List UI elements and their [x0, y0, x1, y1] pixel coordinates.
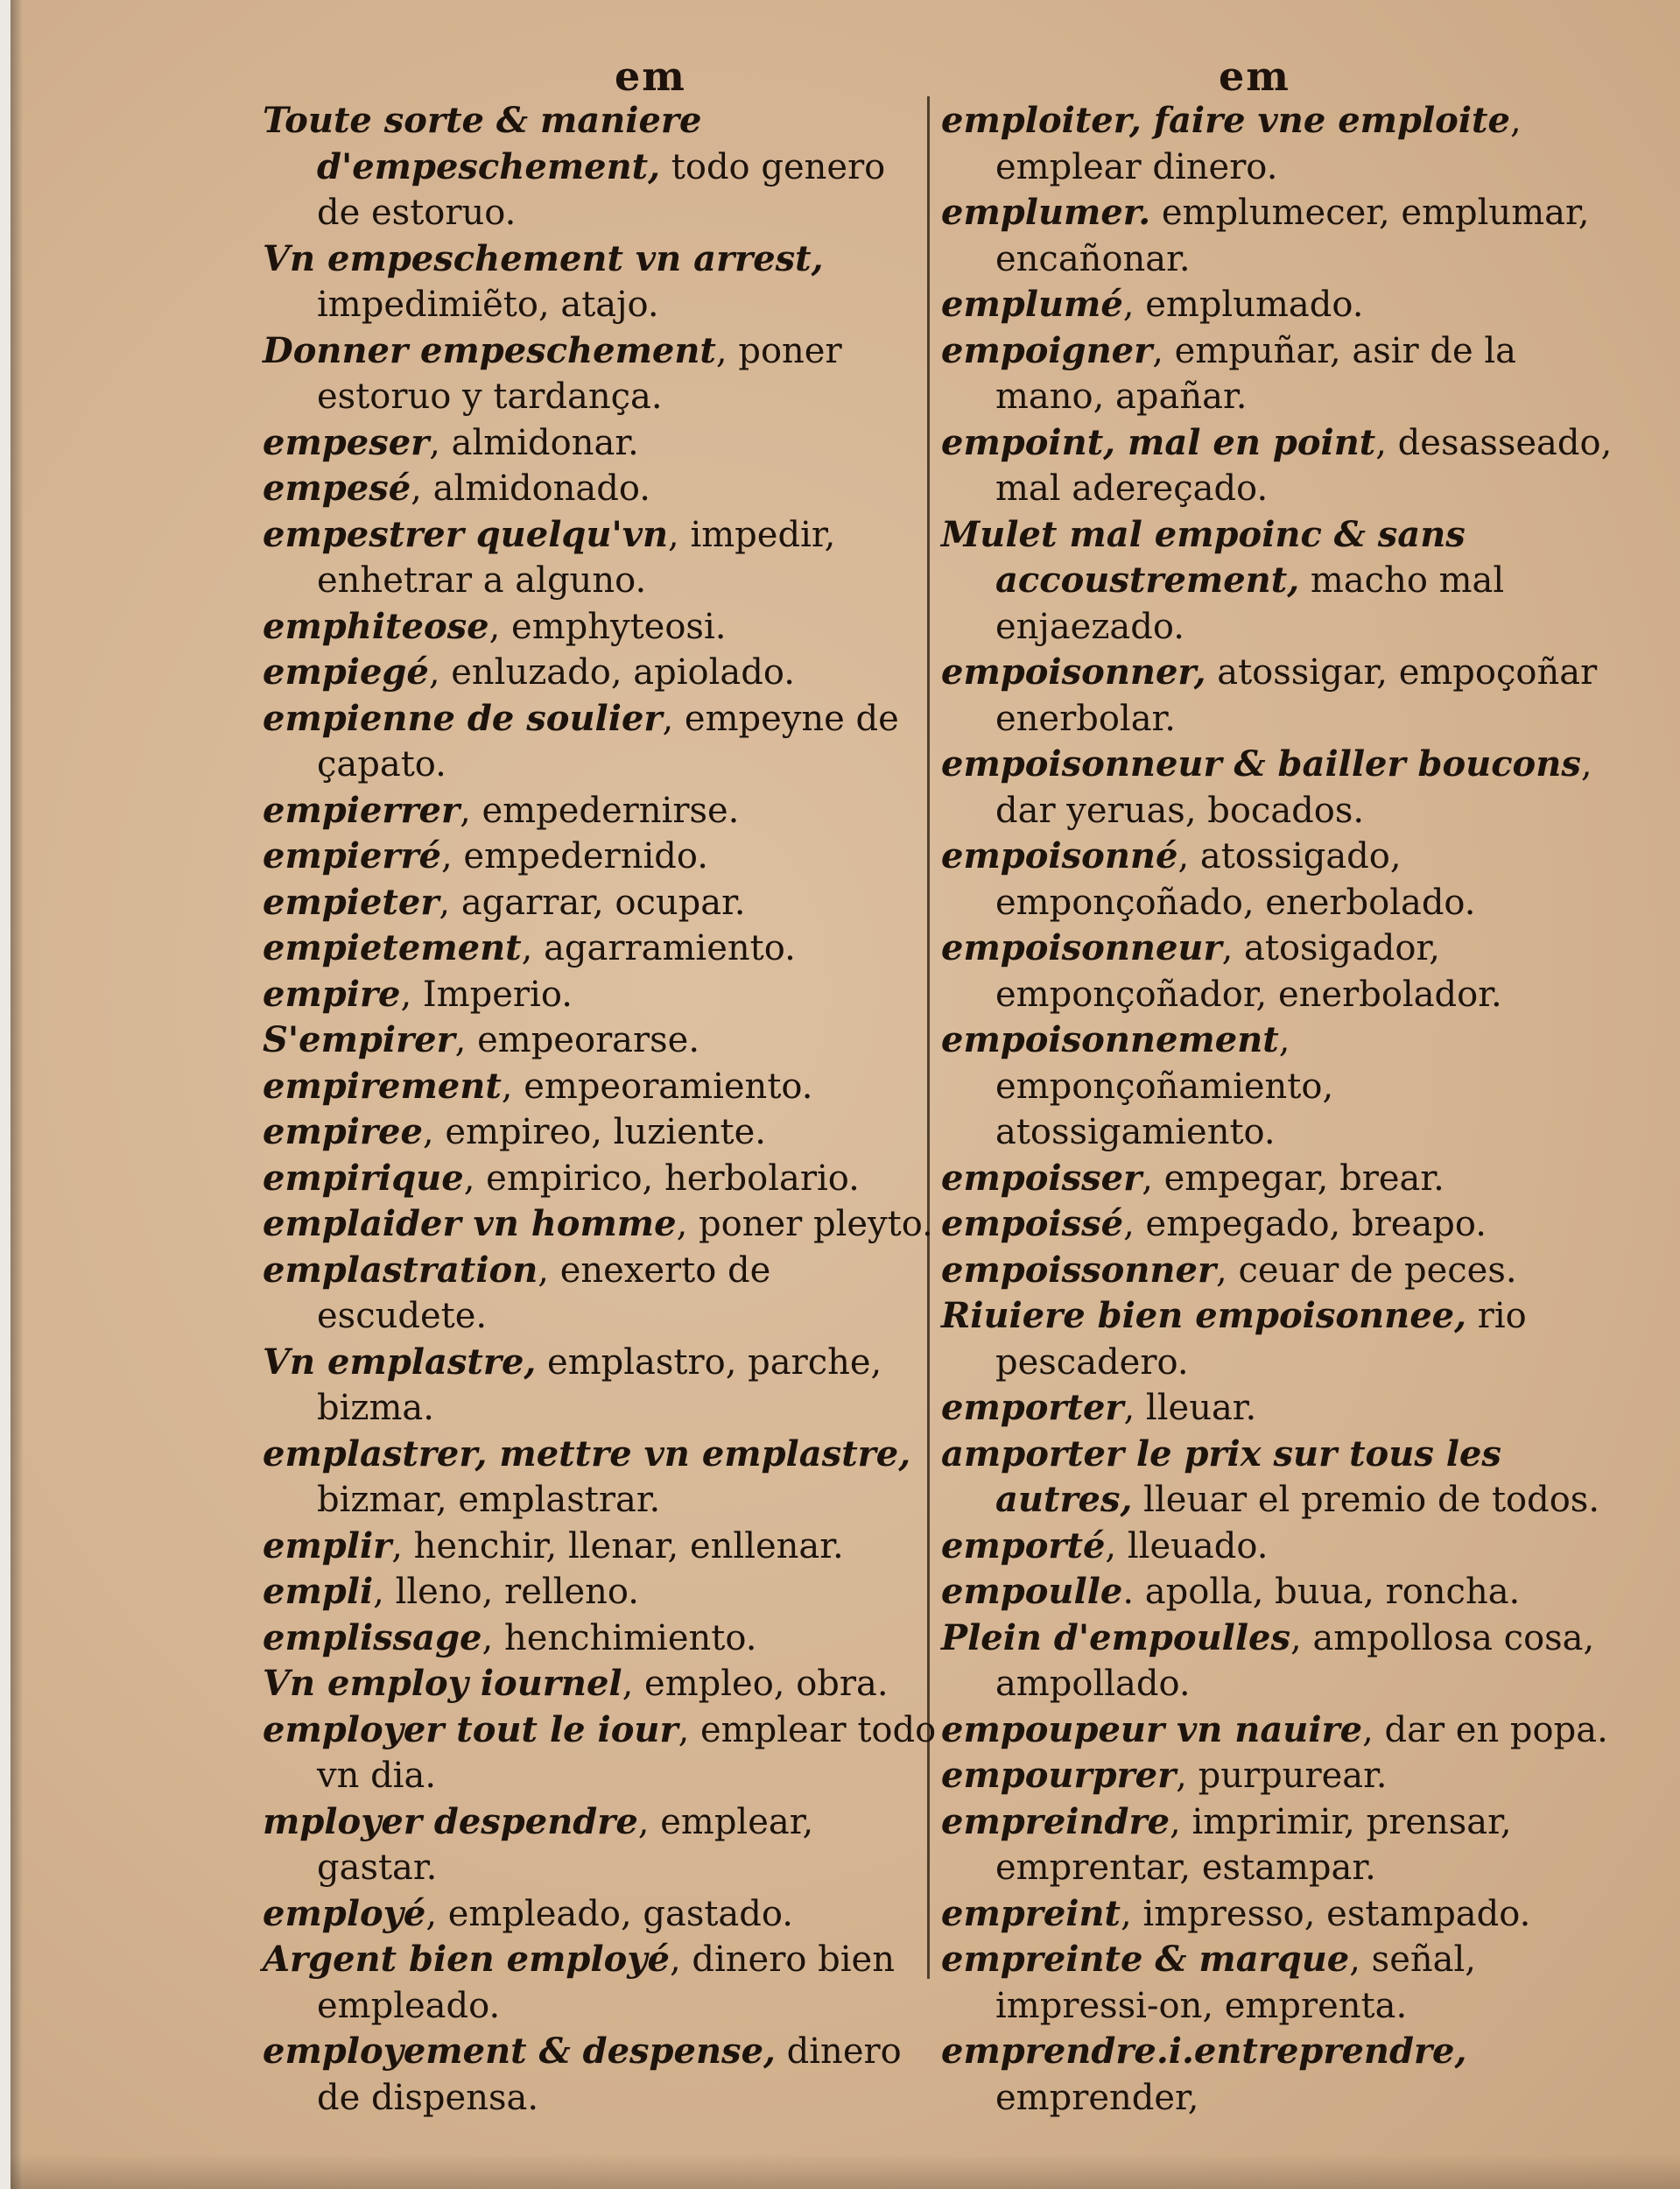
- dictionary-entry: [263, 1615, 937, 1662]
- entry-headword: empirique: [263, 1157, 464, 1199]
- entry-definition: , impresso, estampado.: [1121, 1893, 1531, 1934]
- dictionary-entry: [263, 696, 937, 788]
- dictionary-entry: [941, 190, 1615, 282]
- dictionary-entry: [941, 1753, 1615, 1799]
- entry-definition: , empireo, luziente.: [422, 1112, 766, 1152]
- entry-headword: empoisonnement: [941, 1019, 1279, 1060]
- dictionary-entry: [263, 1891, 937, 1938]
- dictionary-entry: [263, 834, 937, 880]
- dictionary-entry: [263, 328, 937, 420]
- entry-headword: empoisser: [941, 1157, 1142, 1199]
- entry-definition: , dar en popa.: [1362, 1709, 1608, 1750]
- entry-headword: empoisonneur: [941, 927, 1222, 968]
- entry-definition: , poner pleyto.: [676, 1204, 933, 1244]
- entry-definition: lleuar el premio de todos.: [1132, 1480, 1600, 1520]
- dictionary-entry: [941, 1569, 1615, 1615]
- entry-headword: emploiter, faire vne emploite: [941, 100, 1510, 141]
- right-column: [941, 98, 1615, 2121]
- entry-definition: todo genero de estoruo.: [317, 146, 886, 233]
- entry-definition: , emponçoñamiento, atossigamiento.: [995, 1020, 1334, 1152]
- entry-definition: , desasseado, mal adereçado.: [995, 422, 1613, 509]
- dictionary-entry: [263, 650, 937, 696]
- entry-definition: bizmar, emplastrar.: [317, 1480, 661, 1520]
- entry-headword: emprendre.i.entreprendre,: [941, 2031, 1467, 2072]
- entry-definition: , dinero bien empleado.: [317, 1939, 895, 2026]
- dictionary-entry: [941, 1432, 1615, 1524]
- entry-definition: , poner estoruo y tardança.: [317, 330, 842, 417]
- entry-headword: empreindre: [941, 1800, 1170, 1842]
- entry-headword: empietement: [263, 927, 522, 968]
- entry-definition: , emplumado.: [1122, 285, 1364, 325]
- entry-headword: employer tout le iour: [263, 1708, 678, 1750]
- entry-headword: empoigner: [941, 329, 1153, 371]
- entry-headword: empoisonneur & bailler boucons: [941, 743, 1581, 785]
- entry-headword: Mulet mal empoinc & sans accoustrement,: [941, 513, 1466, 601]
- entry-headword: empire: [263, 973, 401, 1015]
- entry-definition: , empirico, herbolario.: [463, 1158, 860, 1199]
- entry-headword: empreinte & marque: [941, 1939, 1350, 1980]
- entry-definition: , agarrar, ocupar.: [439, 882, 746, 923]
- entry-headword: S'empirer: [263, 1019, 455, 1060]
- entry-definition: , empeoramiento.: [501, 1066, 813, 1107]
- entry-definition: emplastro, parche, bizma.: [317, 1341, 882, 1428]
- dictionary-entry: [263, 236, 937, 328]
- left-column: [263, 98, 937, 2121]
- page-edge-shadow: [11, 2154, 1680, 2189]
- entry-headword: Vn employ iournel: [263, 1663, 622, 1704]
- entry-definition: , agarramiento.: [521, 928, 796, 968]
- entry-definition: impedimiẽto, atajo.: [317, 285, 659, 325]
- dictionary-entry: [263, 1248, 937, 1340]
- entry-headword: empeser: [263, 421, 430, 463]
- entry-headword: emplastrer, mettre vn emplastre,: [263, 1432, 911, 1475]
- dictionary-entry: [941, 1891, 1615, 1938]
- entry-headword: empiree: [263, 1111, 423, 1152]
- dictionary-entry: [263, 1017, 937, 1064]
- entry-headword: Donner empeschement: [263, 329, 716, 371]
- dictionary-entry: [941, 926, 1615, 1017]
- dictionary-entry: [263, 972, 937, 1018]
- entry-definition: , henchimiento.: [482, 1617, 757, 1658]
- entry-headword: empestrer quelqu'vn: [263, 513, 669, 555]
- entry-headword: empieter: [263, 881, 439, 923]
- dictionary-entry: [263, 1799, 937, 1891]
- scanned-page: [11, 0, 1680, 2189]
- entry-definition: dinero de dispensa.: [317, 2031, 902, 2118]
- dictionary-entry: [941, 1293, 1615, 1385]
- entry-definition: , henchir, llenar, enllenar.: [391, 1525, 844, 1566]
- entry-definition: , impedir, enhetrar a alguno.: [317, 514, 836, 601]
- entry-definition: , lleuar.: [1123, 1388, 1257, 1428]
- entry-definition: , ampollosa cosa, ampollado.: [995, 1617, 1595, 1704]
- dictionary-entry: [263, 1707, 937, 1799]
- entry-definition: , emphyteosi.: [489, 606, 727, 647]
- dictionary-entry: [263, 98, 937, 236]
- entry-headword: employement & despense,: [263, 2031, 776, 2072]
- entry-headword: employé: [263, 1892, 426, 1934]
- entry-headword: emplumer.: [941, 192, 1151, 233]
- entry-headword: empoissé: [941, 1203, 1124, 1244]
- entry-definition: , empeorarse.: [454, 1020, 700, 1060]
- entry-headword: Vn empeschement vn arrest,: [263, 237, 824, 279]
- entry-headword: Toute sorte & maniere d'empeschement,: [263, 100, 702, 187]
- entry-headword: empoulle: [941, 1571, 1123, 1612]
- entry-headword: emplaider vn homme: [263, 1203, 677, 1244]
- entry-headword: emporté: [941, 1524, 1106, 1566]
- dictionary-entry: [263, 926, 937, 972]
- entry-definition: rio pescadero.: [995, 1296, 1527, 1383]
- dictionary-entry: [941, 1156, 1615, 1202]
- dictionary-entry: [263, 1937, 937, 2029]
- entry-definition: , lleno, relleno.: [373, 1572, 640, 1612]
- entry-definition: , ceuar de peces.: [1216, 1249, 1517, 1291]
- dictionary-entry: [941, 834, 1615, 926]
- entry-definition: , empedernirse.: [460, 790, 740, 831]
- entry-definition: emprender,: [995, 2077, 1199, 2118]
- dictionary-entry: [263, 1432, 937, 1524]
- dictionary-entry: [941, 1799, 1615, 1891]
- entry-headword: emplastration: [263, 1249, 538, 1291]
- dictionary-entry: [941, 1248, 1615, 1294]
- dictionary-entry: [263, 420, 937, 467]
- entry-definition: , emplear dinero.: [995, 101, 1522, 187]
- entry-headword: amporter le prix sur tous les autres,: [941, 1432, 1501, 1520]
- entry-definition: , lleuado.: [1105, 1525, 1269, 1566]
- dictionary-entry: [941, 328, 1615, 420]
- entry-headword: emphiteose: [263, 605, 489, 647]
- entry-headword: emplissage: [263, 1616, 482, 1658]
- entry-headword: emplir: [263, 1524, 392, 1566]
- entry-definition: , imprimir, prensar, emprentar, estampar.: [995, 1801, 1512, 1888]
- entry-headword: empierrer: [263, 789, 460, 831]
- entry-headword: empienne de soulier: [263, 697, 663, 739]
- entry-headword: empirement: [263, 1065, 502, 1107]
- dictionary-entry: [263, 604, 937, 651]
- entry-headword: empoupeur vn nauire: [941, 1708, 1363, 1750]
- entry-headword: mployer despendre: [263, 1800, 638, 1842]
- entry-definition: , señal, impressi-on, emprenta.: [995, 1939, 1476, 2026]
- dictionary-entry: [941, 1385, 1615, 1432]
- dictionary-entry: [941, 282, 1615, 328]
- dictionary-entry: [941, 1524, 1615, 1570]
- dictionary-entry: [263, 1524, 937, 1570]
- entry-definition: , purpurear.: [1176, 1756, 1388, 1796]
- entry-definition: atossigar, empoçoñar enerbolar.: [995, 652, 1598, 739]
- entry-definition: , atossigado, emponçoñado, enerbolado.: [995, 836, 1476, 923]
- entry-headword: emplumé: [941, 284, 1123, 325]
- dictionary-entry: [941, 1201, 1615, 1248]
- entry-definition: , atosigador, emponçoñador, enerbolador.: [995, 928, 1502, 1015]
- entry-headword: empoint, mal en point: [941, 421, 1376, 463]
- dictionary-entry: [941, 2029, 1615, 2121]
- entry-headword: empli: [263, 1571, 374, 1612]
- dictionary-entry: [263, 1340, 937, 1432]
- entry-definition: , empegar, brear.: [1142, 1158, 1445, 1199]
- dictionary-entry: [941, 1937, 1615, 2029]
- dictionary-entry: [263, 1156, 937, 1202]
- entry-headword: empesé: [263, 468, 411, 509]
- entry-definition: , empuñar, asir de la mano, apañar.: [995, 330, 1517, 417]
- entry-definition: , enexerto de escudete.: [317, 1249, 771, 1336]
- dictionary-entry: [263, 1569, 937, 1615]
- entry-definition: macho mal enjaezado.: [995, 560, 1505, 647]
- entry-headword: empoisonner,: [941, 651, 1206, 693]
- binding-shadow: [11, 0, 23, 2189]
- dictionary-entry: [263, 880, 937, 926]
- entry-definition: , empeyne de çapato.: [317, 698, 899, 785]
- dictionary-entry: [263, 1201, 937, 1248]
- dictionary-entry: [941, 1017, 1615, 1156]
- entry-headword: empoissonner: [941, 1249, 1217, 1291]
- entry-headword: Riuiere bien empoisonnee,: [941, 1295, 1467, 1336]
- entry-headword: Argent bien employé: [263, 1939, 670, 1980]
- entry-definition: , empleado, gastado.: [425, 1893, 793, 1934]
- dictionary-entry: [263, 1064, 937, 1110]
- dictionary-entry: [263, 2029, 937, 2121]
- entry-definition: , enluzado, apiolado.: [428, 652, 795, 693]
- dictionary-entry: [941, 420, 1615, 512]
- dictionary-entry: [263, 1109, 937, 1156]
- dictionary-entry: [941, 512, 1615, 651]
- dictionary-entry: [263, 466, 937, 512]
- entry-definition: , empegado, breapo.: [1123, 1204, 1487, 1244]
- entry-headword: Vn emplastre,: [263, 1341, 537, 1383]
- entry-definition: , emplear todo vn dia.: [317, 1709, 937, 1796]
- entry-definition: , almidonado.: [411, 468, 650, 509]
- dictionary-entry: [263, 788, 937, 834]
- entry-definition: , dar yeruas, bocados.: [995, 744, 1592, 831]
- entry-definition: , Imperio.: [400, 974, 573, 1015]
- dictionary-entry: [941, 1615, 1615, 1707]
- entry-headword: emporter: [941, 1387, 1124, 1428]
- entry-headword: empierré: [263, 835, 441, 876]
- entry-headword: Plein d'empoulles: [941, 1616, 1291, 1658]
- running-head-left: em: [615, 53, 686, 100]
- dictionary-entry: [941, 742, 1615, 834]
- dictionary-entry: [941, 98, 1615, 190]
- dictionary-entry: [941, 650, 1615, 742]
- entry-headword: empourprer: [941, 1755, 1177, 1796]
- dictionary-entry: [263, 512, 937, 604]
- entry-definition: , empleo, obra.: [622, 1664, 889, 1704]
- entry-definition: , emplear, gastar.: [317, 1801, 814, 1888]
- entry-definition: . apolla, buua, roncha.: [1122, 1572, 1521, 1612]
- entry-definition: emplumecer, emplumar, encañonar.: [995, 193, 1590, 279]
- entry-headword: empreint: [941, 1892, 1121, 1934]
- dictionary-entry: [263, 1661, 937, 1707]
- entry-headword: empiegé: [263, 651, 429, 693]
- entry-definition: , almidonar.: [429, 422, 639, 463]
- entry-definition: , empedernido.: [440, 836, 708, 876]
- running-head-right: em: [1219, 53, 1290, 100]
- entry-headword: empoisonné: [941, 835, 1178, 876]
- dictionary-entry: [941, 1707, 1615, 1754]
